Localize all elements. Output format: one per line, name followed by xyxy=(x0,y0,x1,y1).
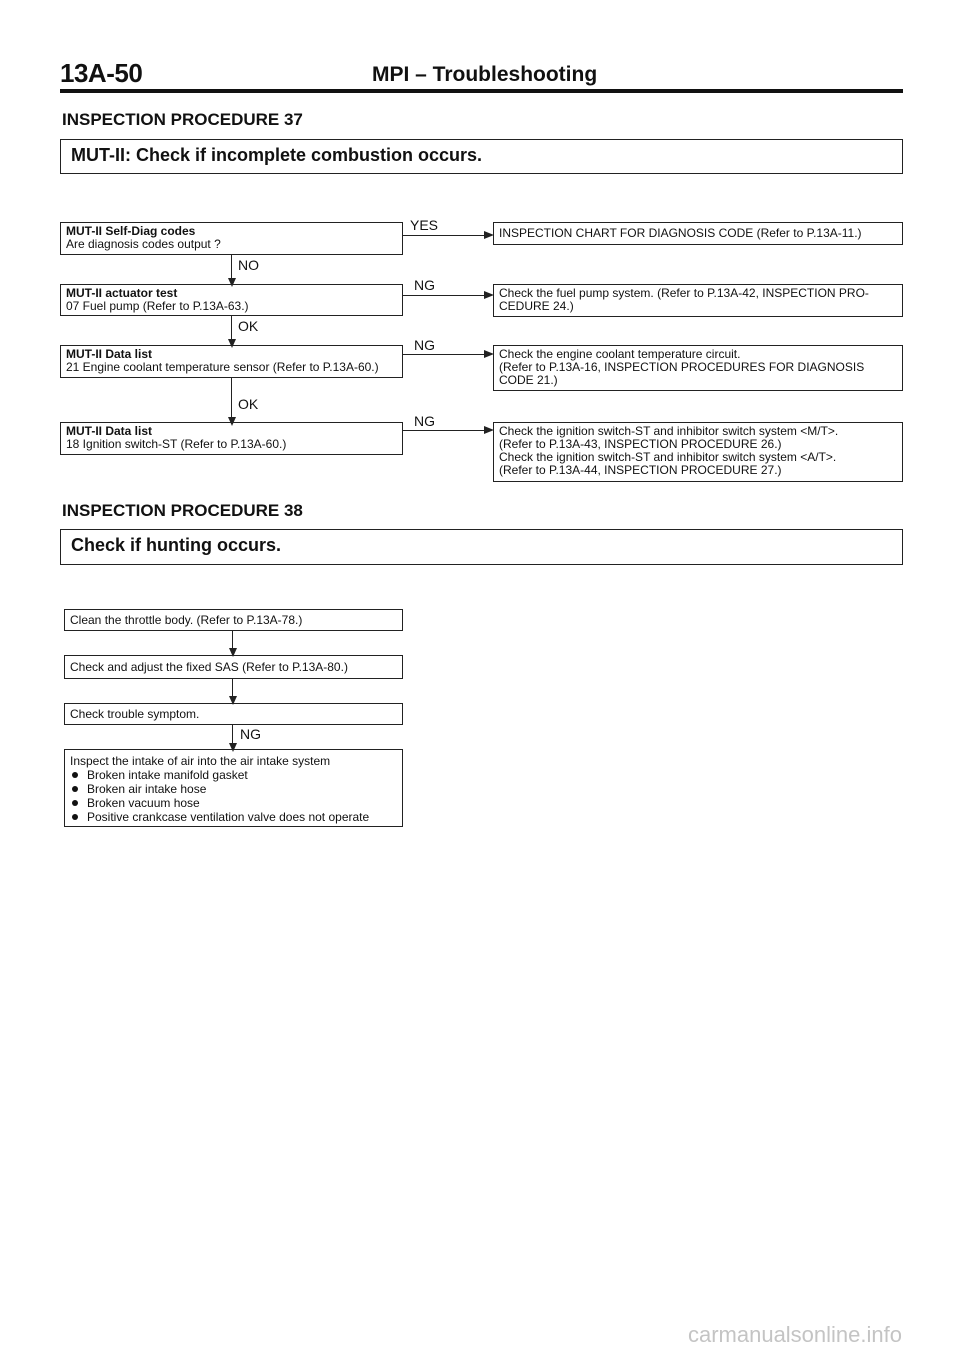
connector-line xyxy=(231,316,232,340)
down-label-ok: OK xyxy=(238,396,259,412)
step-title: MUT-II actuator test xyxy=(66,286,178,300)
page-number: 13A-50 xyxy=(60,58,143,88)
step-body: 21 Engine coolant temperature sensor (Refer to P.13A-60.) xyxy=(66,360,379,374)
connector-line xyxy=(403,295,485,296)
procedure-38-banner: Check if hunting occurs. xyxy=(60,529,903,565)
step-body: Are diagnosis codes output ? xyxy=(66,237,221,251)
result-line: CEDURE 24.) xyxy=(499,299,574,313)
down-label-no: NO xyxy=(238,257,259,273)
step-body: 07 Fuel pump (Refer to P.13A-63.) xyxy=(66,299,249,313)
connector-line xyxy=(403,235,485,236)
bullet-icon xyxy=(72,786,78,792)
bullet-icon xyxy=(72,814,78,820)
connector-line xyxy=(231,255,232,279)
procedure-38-title: INSPECTION PROCEDURE 38 xyxy=(62,501,303,520)
connector-line xyxy=(403,354,485,355)
bullet-icon xyxy=(72,772,78,778)
watermark: carmanualsonline.info xyxy=(687,1322,902,1347)
step-text: Check trouble symptom. xyxy=(70,707,200,721)
result-line: Check the ignition switch-ST and inhibitor switch system <A/T>. xyxy=(499,450,837,464)
flow-result-fuel-pump xyxy=(493,284,903,317)
step-body: 18 Ignition switch-ST (Refer to P.13A-60.) xyxy=(66,437,287,451)
result-line: INSPECTION CHART FOR DIAGNOSIS CODE (Refer to P.13A-11.) xyxy=(499,226,862,240)
connector-line xyxy=(232,725,233,744)
section-title: MPI – Troubleshooting xyxy=(372,63,598,86)
procedure-37-banner: MUT-II: Check if incomplete combustion occurs. xyxy=(60,139,903,174)
down-label-ng: NG xyxy=(240,726,261,742)
flow-result-ignition-system xyxy=(493,422,903,482)
bullet-item: Positive crankcase ventilation valve does not operate xyxy=(87,810,370,824)
step-title: MUT-II Self-Diag codes xyxy=(66,224,196,238)
bullet-icon xyxy=(72,800,78,806)
connector-line xyxy=(232,631,233,649)
result-line: Check the ignition switch-ST and inhibitor switch system <M/T>. xyxy=(499,424,839,438)
flow-step-check-symptom xyxy=(64,703,403,725)
result-line: (Refer to P.13A-43, INSPECTION PROCEDURE 26.) xyxy=(499,437,782,451)
bullet-item: Broken vacuum hose xyxy=(87,796,200,810)
flow-step-adjust-sas xyxy=(64,655,403,679)
connector-line xyxy=(403,430,485,431)
result-line: (Refer to P.13A-44, INSPECTION PROCEDURE 27.) xyxy=(499,463,782,477)
flow-step-coolant-sensor xyxy=(60,345,403,378)
branch-label-ng: NG xyxy=(414,277,435,293)
flow-step-ignition-switch xyxy=(60,422,403,455)
flow-step-inspect-air-intake xyxy=(64,749,403,827)
header-rule xyxy=(60,89,903,93)
flow-step-actuator-test xyxy=(60,284,403,316)
result-line: CODE 21.) xyxy=(499,373,558,387)
result-line: Check the engine coolant temperature circuit. xyxy=(499,347,741,361)
branch-label-ng: NG xyxy=(414,413,435,429)
bullet-item: Broken air intake hose xyxy=(87,782,207,796)
connector-line xyxy=(232,679,233,697)
flow-result-diagnosis-chart xyxy=(493,222,903,245)
result-line: Check the fuel pump system. (Refer to P.13A-42, INSPECTION PRO- xyxy=(499,286,869,300)
step-text: Check and adjust the fixed SAS (Refer to P.13A-80.) xyxy=(70,660,348,674)
step-text: Clean the throttle body. (Refer to P.13A-78.) xyxy=(70,613,303,627)
flow-step-self-diag xyxy=(60,222,403,255)
branch-label-ng: NG xyxy=(414,337,435,353)
step-title: MUT-II Data list xyxy=(66,424,153,438)
step-title: MUT-II Data list xyxy=(66,347,153,361)
bullet-item: Broken intake manifold gasket xyxy=(87,768,248,782)
flow-step-clean-throttle xyxy=(64,609,403,631)
connector-line xyxy=(231,378,232,418)
procedure-37-title: INSPECTION PROCEDURE 37 xyxy=(62,110,303,129)
down-label-ok: OK xyxy=(238,318,259,334)
flow-result-coolant-circuit xyxy=(493,345,903,391)
result-line: (Refer to P.13A-16, INSPECTION PROCEDURES FOR DIAGNOSIS xyxy=(499,360,865,374)
step-text: Inspect the intake of air into the air intake system xyxy=(70,754,331,768)
branch-label-yes: YES xyxy=(410,217,439,233)
